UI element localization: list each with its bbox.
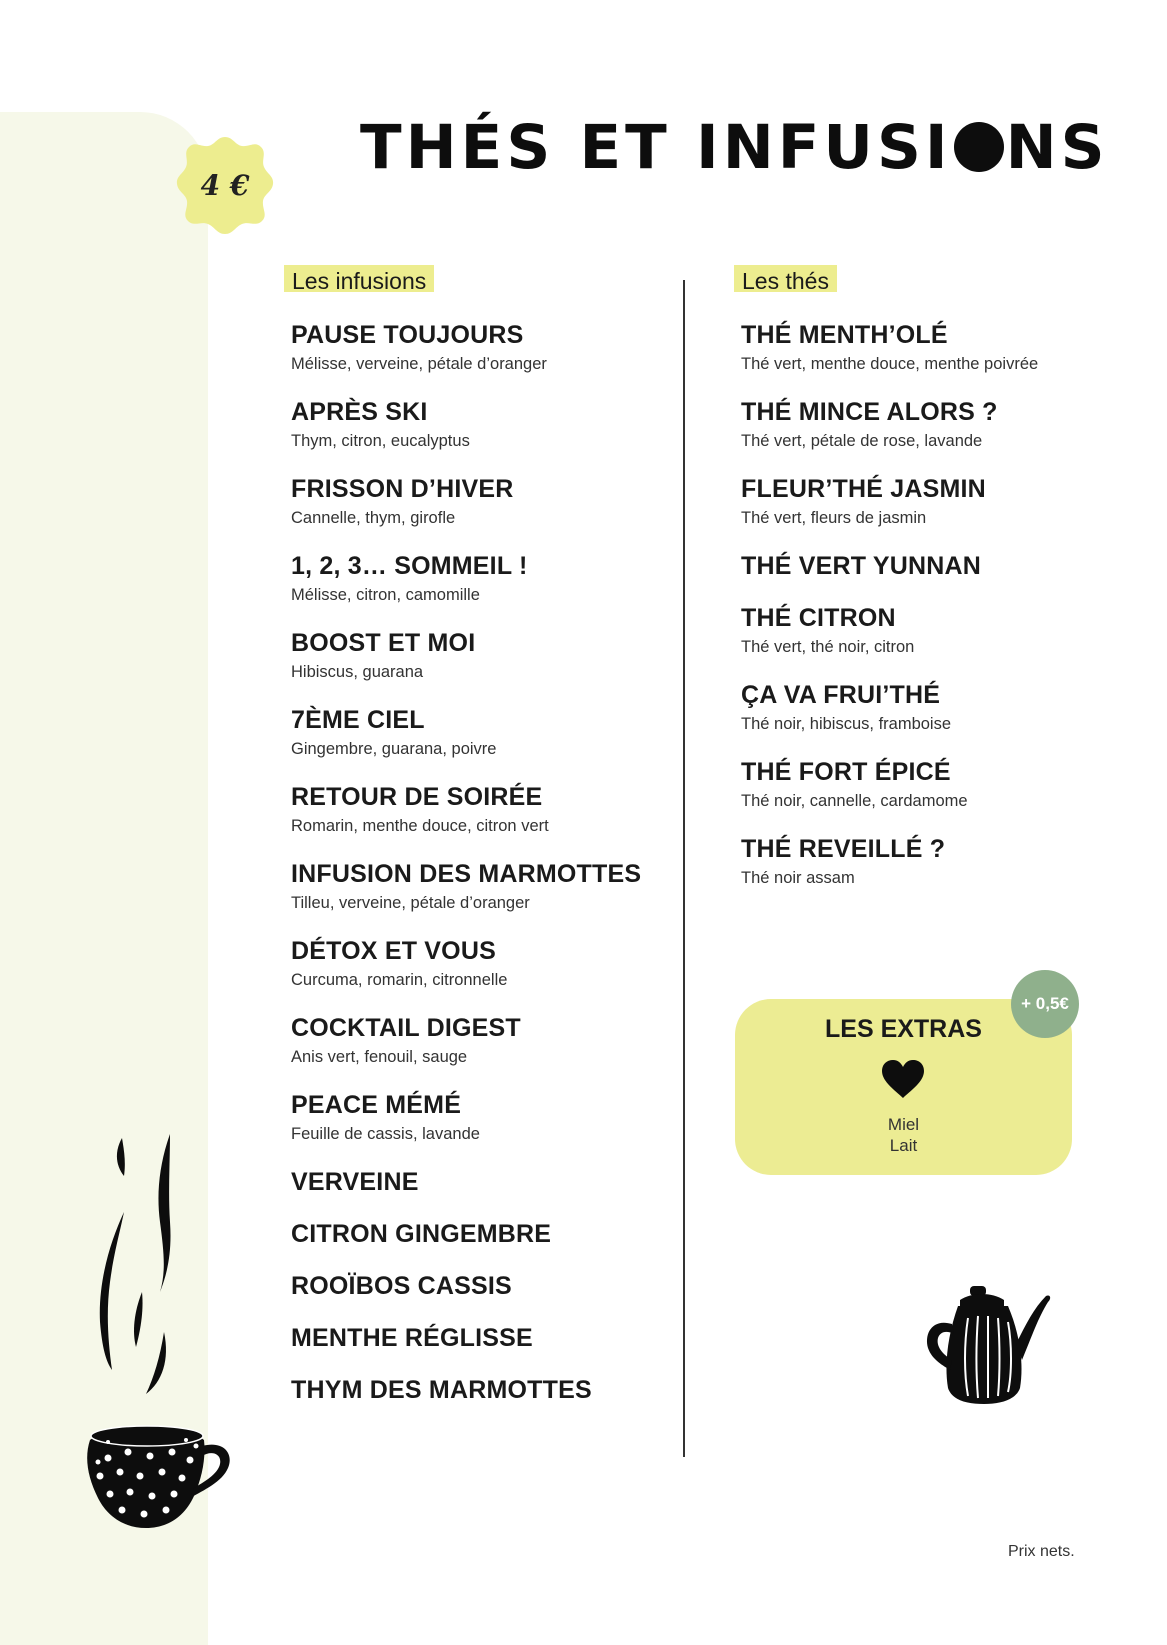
column-divider <box>683 280 685 1457</box>
menu-item <box>291 703 641 760</box>
menu-item-name: THÉ MINCE ALORS ? <box>741 398 998 426</box>
extras-item: Lait <box>889 1136 918 1155</box>
menu-item-name: 7ÈME CIEL <box>291 706 425 734</box>
menu-item <box>291 395 641 452</box>
menu-item-desc: Mélisse, citron, camomille <box>291 586 480 604</box>
menu-item <box>741 549 1038 583</box>
menu-item <box>741 755 1038 812</box>
menu-item-name: RETOUR DE SOIRÉE <box>291 783 543 811</box>
menu-item <box>291 1088 641 1145</box>
footer-note: Prix nets. <box>1008 1543 1075 1560</box>
menu-item <box>291 934 641 991</box>
menu-item <box>741 601 1038 658</box>
steam-icon <box>90 1132 190 1402</box>
menu-item <box>741 678 1038 735</box>
menu-item-name: THÉ REVEILLÉ ? <box>741 835 946 863</box>
extras-item: Miel <box>887 1115 920 1134</box>
menu-item-name: FLEUR’THÉ JASMIN <box>741 475 986 503</box>
menu-item <box>291 1321 641 1355</box>
infusions-list <box>291 318 641 1425</box>
title-text-part2: NS <box>1005 112 1109 183</box>
menu-item-desc: Romarin, menthe douce, citron vert <box>291 817 549 835</box>
menu-item-desc: Thé noir, hibiscus, framboise <box>741 715 952 733</box>
price-text: 4 € <box>200 168 250 202</box>
menu-item-desc: Thé noir assam <box>741 869 855 887</box>
menu-item-desc: Thé vert, fleurs de jasmin <box>741 509 927 527</box>
menu-item-desc: Thé vert, thé noir, citron <box>741 638 915 656</box>
menu-item <box>741 318 1038 375</box>
menu-item-name: THÉ FORT ÉPICÉ <box>741 758 951 786</box>
menu-item-name: DÉTOX ET VOUS <box>291 937 496 965</box>
menu-item <box>291 1011 641 1068</box>
menu-item-name: VERVEINE <box>291 1168 419 1196</box>
section-label-thes: Les thés <box>734 265 837 292</box>
menu-item <box>741 472 1038 529</box>
menu-item-name: MENTHE RÉGLISSE <box>291 1324 533 1352</box>
menu-item <box>291 626 641 683</box>
menu-item-name: THÉ MENTH’OLÉ <box>741 321 948 349</box>
menu-item-desc: Thé noir, cannelle, cardamome <box>741 792 968 810</box>
menu-item-name: COCKTAIL DIGEST <box>291 1014 521 1042</box>
thes-list <box>741 318 1038 909</box>
menu-item-name: FRISSON D’HIVER <box>291 475 514 503</box>
menu-item <box>291 472 641 529</box>
menu-item-desc: Gingembre, guarana, poivre <box>291 740 497 758</box>
menu-item-name: ROOÏBOS CASSIS <box>291 1272 512 1300</box>
menu-item-name: ÇA VA FRUI’THÉ <box>741 681 941 709</box>
extras-title: LES EXTRAS <box>825 1015 982 1043</box>
page-title <box>360 112 1109 183</box>
menu-item-name: CITRON GINGEMBRE <box>291 1220 552 1248</box>
title-text-part1: THÉS ET INFUSI <box>360 112 952 183</box>
extras-list <box>735 1114 1072 1156</box>
menu-item-desc: Curcuma, romarin, citronnelle <box>291 971 508 989</box>
menu-item-name: BOOST ET MOI <box>291 629 476 657</box>
menu-item <box>291 1269 641 1303</box>
menu-item-name: THÉ CITRON <box>741 604 896 632</box>
heart-icon <box>880 1059 926 1099</box>
menu-item-desc: Anis vert, fenouil, sauge <box>291 1048 468 1066</box>
menu-item <box>291 1217 641 1251</box>
polka-dot-cup-icon <box>78 1418 230 1530</box>
menu-item <box>741 395 1038 452</box>
menu-item-desc: Thé vert, pétale de rose, lavande <box>741 432 983 450</box>
menu-item-name: 1, 2, 3… SOMMEIL ! <box>291 552 528 580</box>
menu-item-name: INFUSION DES MARMOTTES <box>291 860 642 888</box>
menu-item <box>291 318 641 375</box>
menu-item-desc: Mélisse, verveine, pétale d’oranger <box>291 355 547 373</box>
menu-item <box>741 832 1038 889</box>
menu-item-name: THÉ VERT YUNNAN <box>741 552 982 580</box>
menu-item-desc: Hibiscus, guarana <box>291 663 424 681</box>
section-label-infusions: Les infusions <box>284 265 434 292</box>
extras-price-badge: + 0,5€ <box>1011 970 1079 1038</box>
menu-item <box>291 1165 641 1199</box>
menu-item-name: PAUSE TOUJOURS <box>291 321 524 349</box>
side-panel <box>0 112 208 1645</box>
menu-item-name: THYM DES MARMOTTES <box>291 1376 592 1404</box>
menu-item-desc: Cannelle, thym, girofle <box>291 509 456 527</box>
menu-item-name: APRÈS SKI <box>291 398 428 426</box>
menu-item <box>291 549 641 606</box>
menu-item-desc: Feuille de cassis, lavande <box>291 1125 480 1143</box>
title-o-dot <box>954 122 1004 172</box>
menu-item-desc: Tilleu, verveine, pétale d’oranger <box>291 894 530 912</box>
menu-item <box>291 1373 641 1407</box>
menu-item-name: PEACE MÉMÉ <box>291 1091 462 1119</box>
menu-item-desc: Thé vert, menthe douce, menthe poivrée <box>741 355 1039 373</box>
menu-item-desc: Thym, citron, eucalyptus <box>291 432 470 450</box>
price-badge <box>175 133 275 237</box>
menu-item <box>291 857 641 914</box>
menu-item <box>291 780 641 837</box>
teapot-icon <box>924 1284 1052 1404</box>
